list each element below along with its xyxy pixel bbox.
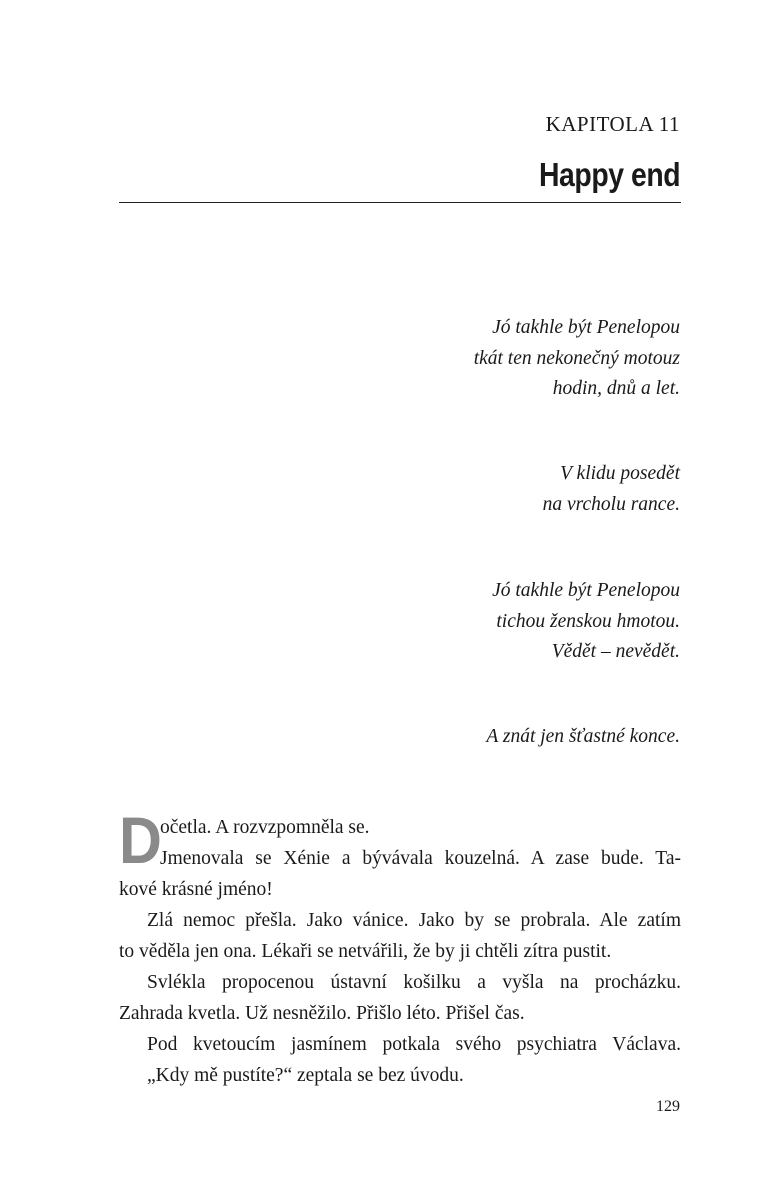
prose-line: očetla. A rozvzpomněla se. xyxy=(160,817,370,838)
drop-cap: D xyxy=(119,803,162,877)
prose-line: Jmenovala se Xénie a bývávala kouzelná. A zase bude. Ta- xyxy=(160,848,681,869)
verse-line: A znát jen šťastné konce. xyxy=(486,726,680,747)
prose-line: Zahrada kvetla. Už nesněžilo. Přišlo léto. Přišel čas. xyxy=(119,1003,525,1024)
verse-stanza-1 xyxy=(474,313,680,405)
body-text xyxy=(119,803,681,1091)
verse-stanza-3 xyxy=(492,576,680,668)
verse-line: V klidu posedět xyxy=(560,463,680,484)
verse-line: tkát ten nekonečný motouz xyxy=(473,347,680,369)
prose-line: to věděla jen ona. Lékaři se netvářili, že by ji chtěli zítra pustit. xyxy=(119,941,612,962)
prose-line: Svlékla propocenou ústavní košilku a vyšla na procházku. xyxy=(147,972,681,993)
verse-line: Jó takhle být Penelopou xyxy=(492,317,680,338)
verse-line: tichou ženskou hmotou. xyxy=(496,610,680,632)
prose-line: kové krásné jméno! xyxy=(119,879,273,900)
page-number: 129 xyxy=(656,1098,680,1115)
title-divider xyxy=(119,202,681,203)
chapter-label: KAPITOLA 11 xyxy=(545,112,680,136)
verse-line: Vědět – nevědět. xyxy=(551,641,680,662)
verse-stanza-4 xyxy=(486,722,680,753)
chapter-title: Happy end xyxy=(538,156,680,193)
verse-stanza-2 xyxy=(543,459,680,520)
verse-line: hodin, dnů a let. xyxy=(552,378,680,399)
prose-line: Zlá nemoc přešla. Jako vánice. Jako by se probrala. Ale zatím xyxy=(147,910,681,931)
prose-line: „Kdy mě pustíte?“ zeptala se bez úvodu. xyxy=(147,1065,464,1086)
verse-line: Jó takhle být Penelopou xyxy=(492,580,680,601)
verse-line: na vrcholu rance. xyxy=(542,493,680,515)
prose-line: Pod kvetoucím jasmínem potkala svého psychiatra Václava. xyxy=(147,1034,681,1055)
